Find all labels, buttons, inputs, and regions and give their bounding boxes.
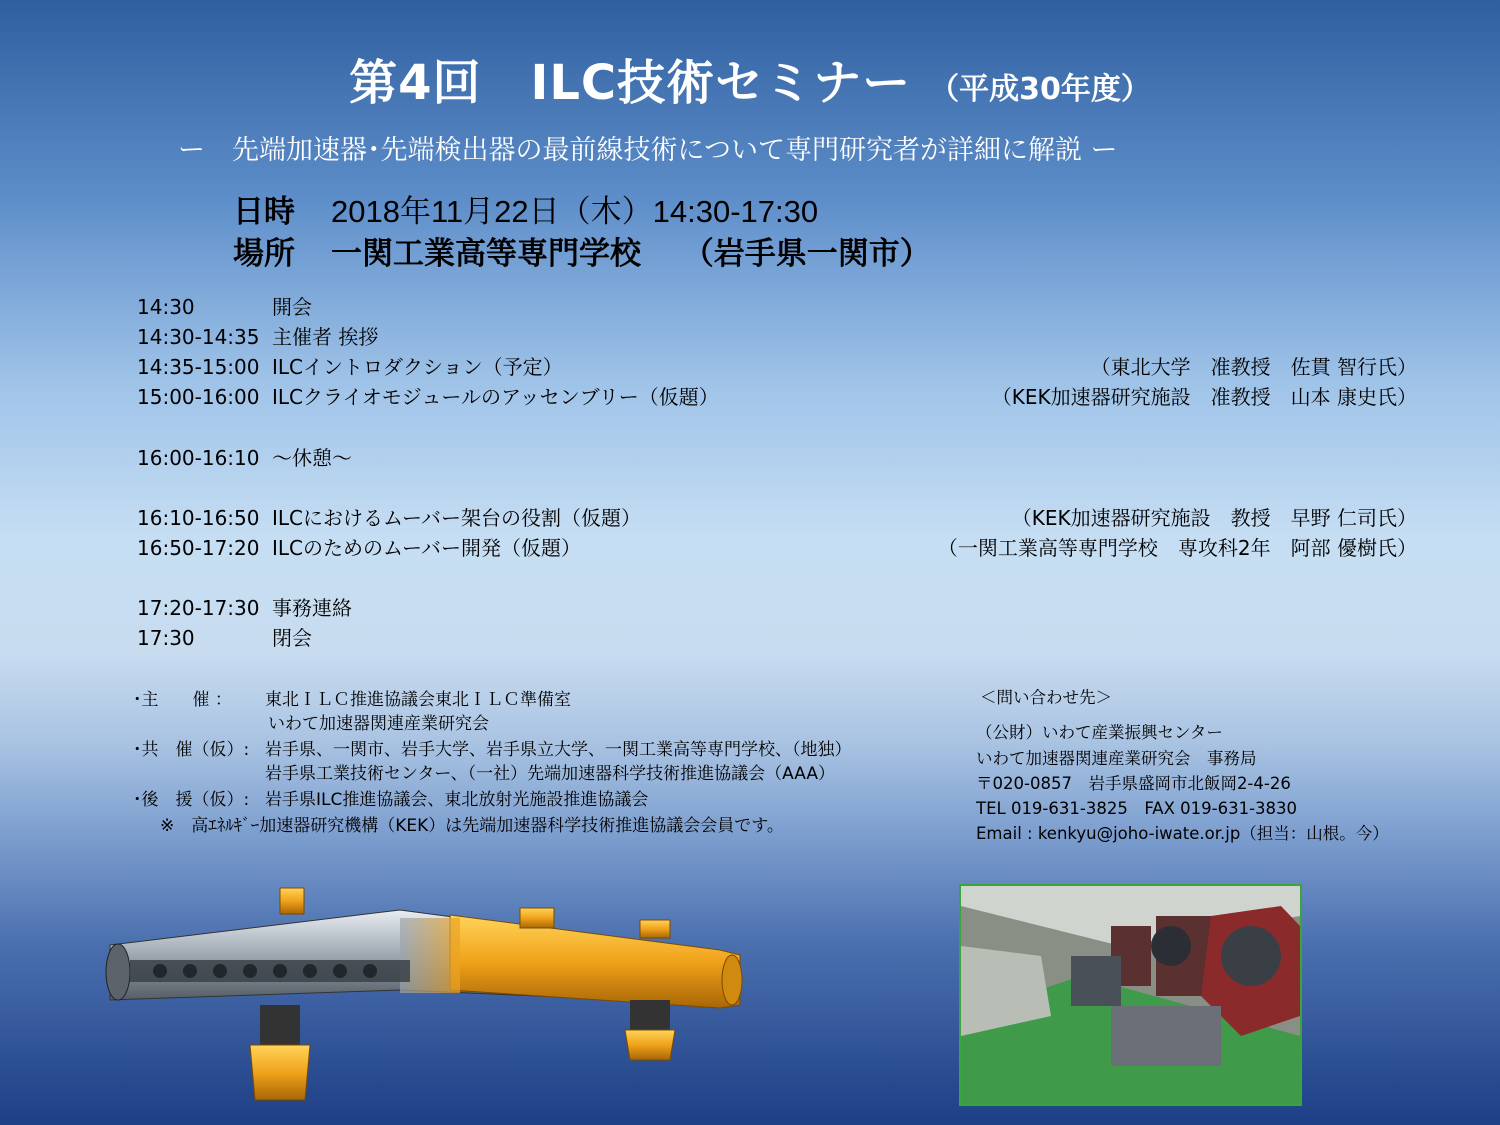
schedule-time: 14:30-14:35 bbox=[137, 325, 260, 349]
schedule-row bbox=[137, 292, 1417, 322]
schedule-row bbox=[137, 503, 1417, 533]
cohost-line-2: 岩手県工業技術センター、（一社）先端加速器科学技術推進協議会（AAA） bbox=[265, 764, 835, 784]
host-line-1: 東北ＩＬＣ推進協議会東北ＩＬＣ準備室 bbox=[265, 690, 571, 710]
schedule-time: 16:10-16:50 bbox=[137, 506, 260, 530]
schedule-desc: ILCにおけるムーバー架台の役割（仮題） bbox=[272, 506, 642, 530]
schedule-desc: 閉会 bbox=[272, 626, 312, 650]
schedule-row bbox=[137, 623, 1417, 653]
poster-subtitle: ー 先端加速器･先端検出器の最前線技術について専門研究者が詳細に解説 ー bbox=[178, 135, 1118, 166]
schedule-time: 16:00-16:10 bbox=[137, 446, 260, 470]
membership-note: ※ 高ｴﾈﾙｷﾞｰ加速器研究機構（KEK）は先端加速器科学技術推進協議会会員です。 bbox=[160, 816, 784, 836]
host-label: ･主 催 ： bbox=[133, 690, 232, 710]
support-label: ･後 援（仮）: bbox=[133, 790, 250, 810]
schedule-speaker: （一関工業高等専門学校 専攻科2年 阿部 優樹氏） bbox=[937, 536, 1417, 560]
cohost-line-1: 岩手県、一関市、岩手大学、岩手県立大学、一関工業高等専門学校、（地独） bbox=[265, 740, 852, 760]
schedule-time: 16:50-17:20 bbox=[137, 536, 260, 560]
schedule-desc: 事務連絡 bbox=[272, 596, 352, 620]
title-main: 第4回 ILC技術セミナー bbox=[349, 55, 912, 111]
schedule-time: 17:20-17:30 bbox=[137, 596, 260, 620]
schedule-row bbox=[137, 322, 1417, 352]
contact-org: （公財）いわて産業振興センター bbox=[976, 723, 1223, 742]
contact-heading: ＜問い合わせ先＞ bbox=[980, 688, 1112, 707]
schedule-desc: 主催者 挨拶 bbox=[272, 325, 379, 349]
date-value: 2018年11月22日（木）14:30-17:30 bbox=[331, 194, 819, 229]
schedule-speaker: （東北大学 准教授 佐貫 智行氏） bbox=[1090, 355, 1417, 379]
contact-dept: いわて加速器関連産業研究会 事務局 bbox=[976, 749, 1257, 768]
accelerator-photo-art bbox=[961, 886, 1300, 1104]
schedule-time: 17:30 bbox=[137, 626, 195, 650]
schedule-desc: ILCクライオモジュールのアッセンブリー（仮題） bbox=[272, 385, 719, 409]
schedule-row bbox=[137, 593, 1417, 623]
schedule-speaker: （KEK加速器研究施設 准教授 山本 康史氏） bbox=[991, 385, 1417, 409]
place-label: 場所 bbox=[233, 236, 295, 272]
schedule-row bbox=[137, 352, 1417, 382]
contact-phone: TEL 019-631-3825 FAX 019-631-3830 bbox=[976, 799, 1298, 818]
schedule-speaker: （KEK加速器研究施設 教授 早野 仁司氏） bbox=[1011, 506, 1417, 530]
schedule-row bbox=[137, 382, 1417, 412]
schedule-desc: ILCのためのムーバー開発（仮題） bbox=[272, 536, 582, 560]
title-suffix: （平成30年度） bbox=[929, 72, 1151, 107]
schedule-row bbox=[137, 443, 1417, 473]
schedule-time: 14:35-15:00 bbox=[137, 355, 260, 379]
support-line-1: 岩手県ILC推進協議会、東北放射光施設推進協議会 bbox=[265, 790, 649, 810]
host-line-2: いわて加速器関連産業研究会 bbox=[268, 714, 489, 734]
place-value: 一関工業高等専門学校 （岩手県一関市） bbox=[331, 236, 931, 272]
schedule-time: 15:00-16:00 bbox=[137, 385, 260, 409]
schedule-desc: 開会 bbox=[272, 295, 312, 319]
schedule-time: 14:30 bbox=[137, 295, 195, 319]
schedule-row bbox=[137, 533, 1417, 563]
contact-address: 〒020-0857 岩手県盛岡市北飯岡2-4-26 bbox=[976, 774, 1291, 793]
contact-email: Email : kenkyu@joho-iwate.or.jp（担当：山根。今） bbox=[976, 824, 1389, 843]
poster-title bbox=[0, 44, 1500, 113]
schedule-desc: ～休憩～ bbox=[272, 446, 352, 470]
event-place bbox=[233, 228, 931, 273]
schedule-desc: ILCイントロダクション（予定） bbox=[272, 355, 563, 379]
accelerator-photo bbox=[959, 884, 1302, 1106]
cohost-label: ･共 催（仮）: bbox=[133, 740, 250, 760]
cryomodule-illustration bbox=[100, 880, 780, 1110]
date-label: 日時 bbox=[233, 194, 295, 230]
event-datetime bbox=[233, 186, 818, 231]
